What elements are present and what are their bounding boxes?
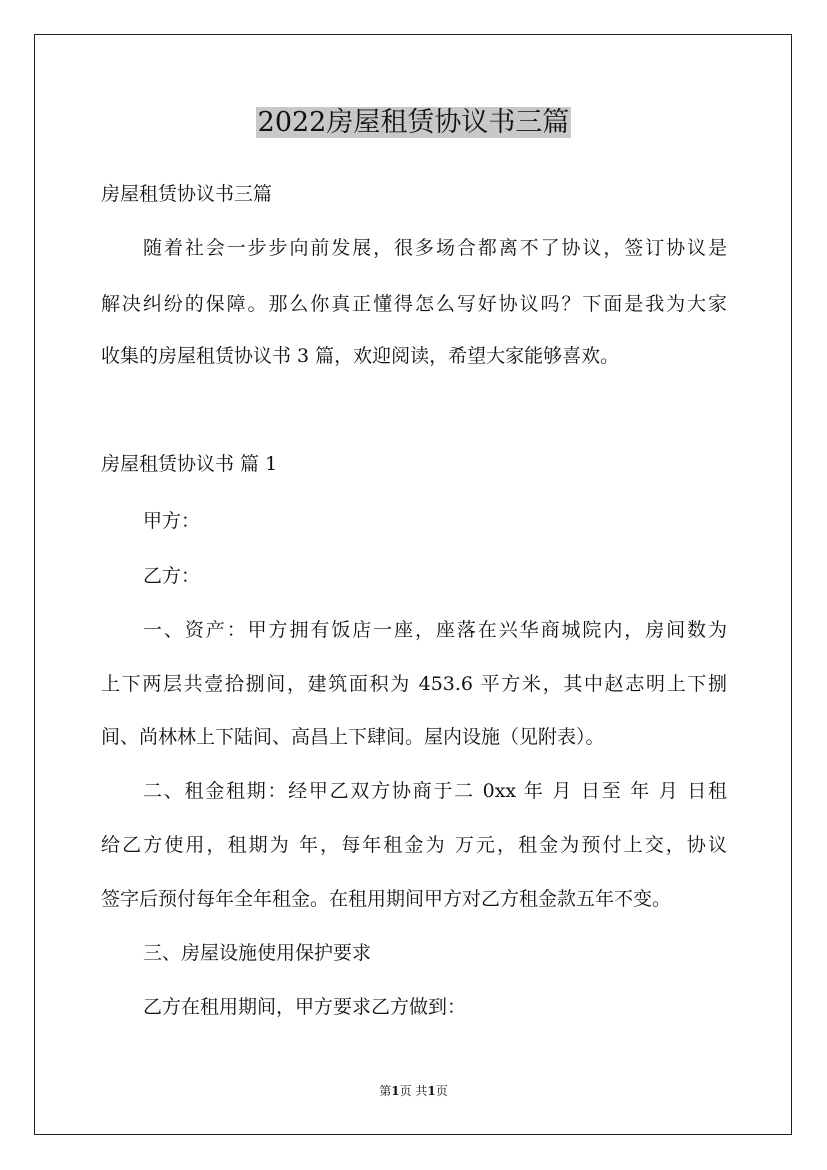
intro-line-2: 解决纠纷的保障。那么你真正懂得怎么写好协议吗？下面是我为大家 [101,293,727,315]
clause1-line-2: 上下两层共壹拾捌间，建筑面积为 453.6 平方米，其中赵志明上下捌 [101,673,727,695]
document-title [0,103,827,143]
clause2-line-2: 给乙方使用，租期为 年，每年租金为 万元，租金为预付上交，协议 [101,834,727,856]
document-subtitle: 房屋租赁协议书三篇 [101,183,273,205]
intro-line-1: 随着社会一步步向前发展，很多场合都离不了协议，签订协议是 [143,237,727,259]
footer-page-current: 1 [391,1084,400,1098]
section-heading: 房屋租赁协议书 篇 1 [101,453,278,475]
document-title-text: 2022房屋租赁协议书三篇 [257,107,570,138]
page-footer [0,1083,827,1099]
clause1-line-3: 间、尚林林上下陆间、高昌上下肆间。屋内设施（见附表）。 [101,726,605,748]
intro-line-3: 收集的房屋租赁协议书 3 篇，欢迎阅读，希望大家能够喜欢。 [101,345,620,367]
footer-page-suffix: 页 [435,1084,448,1098]
clause3-text: 乙方在租用期间，甲方要求乙方做到： [143,996,467,1018]
footer-page-prefix: 第 [379,1084,392,1098]
footer-page-mid: 页 共 [399,1084,428,1098]
clause3-heading: 三、房屋设施使用保护要求 [143,942,372,964]
party-b-label: 乙方： [143,565,201,587]
clause2-line-3: 签字后预付每年全年租金。在租用期间甲方对乙方租金款五年不变。 [101,888,672,910]
clause1-line-1: 一、资产：甲方拥有饭店一座，座落在兴华商城院内，房间数为 [143,619,727,641]
clause2-line-1: 二、租金租期：经甲乙双方协商于二 0xx 年 月 日至 年 月 日租 [143,780,727,802]
footer-page-total: 1 [427,1084,436,1098]
party-a-label: 甲方： [143,510,201,532]
